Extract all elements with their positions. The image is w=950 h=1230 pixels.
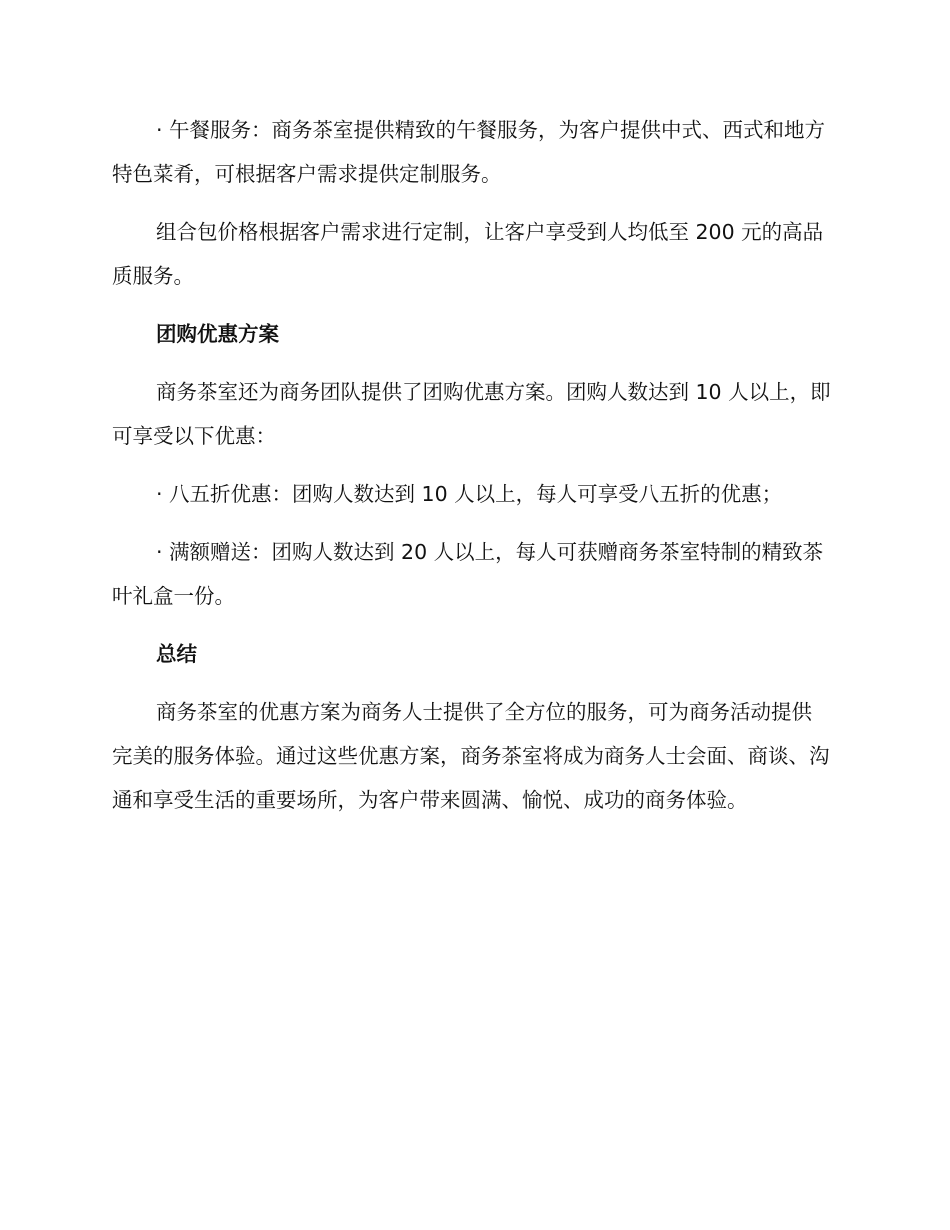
gift-item: · 满额赠送：团购人数达到 20 人以上，每人可获赠商务茶室特制的精致茶叶礼盒一份。	[112, 540, 824, 608]
package-price-paragraph: 组合包价格根据客户需求进行定制，让客户享受到人均低至 200 元的高品质服务。	[112, 220, 824, 288]
discount-85-item: · 八五折优惠：团购人数达到 10 人以上，每人可享受八五折的优惠；	[156, 482, 783, 506]
summary-heading: 总结	[156, 642, 197, 666]
document-page	[112, 108, 832, 822]
group-discount-intro: 商务茶室还为商务团队提供了团购优惠方案。团购人数达到 10 人以上，即可享受以下优惠：	[112, 380, 831, 448]
summary-paragraph: 商务茶室的优惠方案为商务人士提供了全方位的服务，可为商务活动提供完美的服务体验。通过这些优惠方案，商务茶室将成为商务人士会面、商谈、沟通和享受生活的重要场所，为客户带来圆满、愉悦、成功的商务体验。	[112, 700, 830, 812]
group-discount-heading: 团购优惠方案	[156, 322, 279, 346]
lunch-service-item: · 午餐服务：商务茶室提供精致的午餐服务，为客户提供中式、西式和地方特色菜肴，可根据客户需求提供定制服务。	[112, 118, 826, 186]
